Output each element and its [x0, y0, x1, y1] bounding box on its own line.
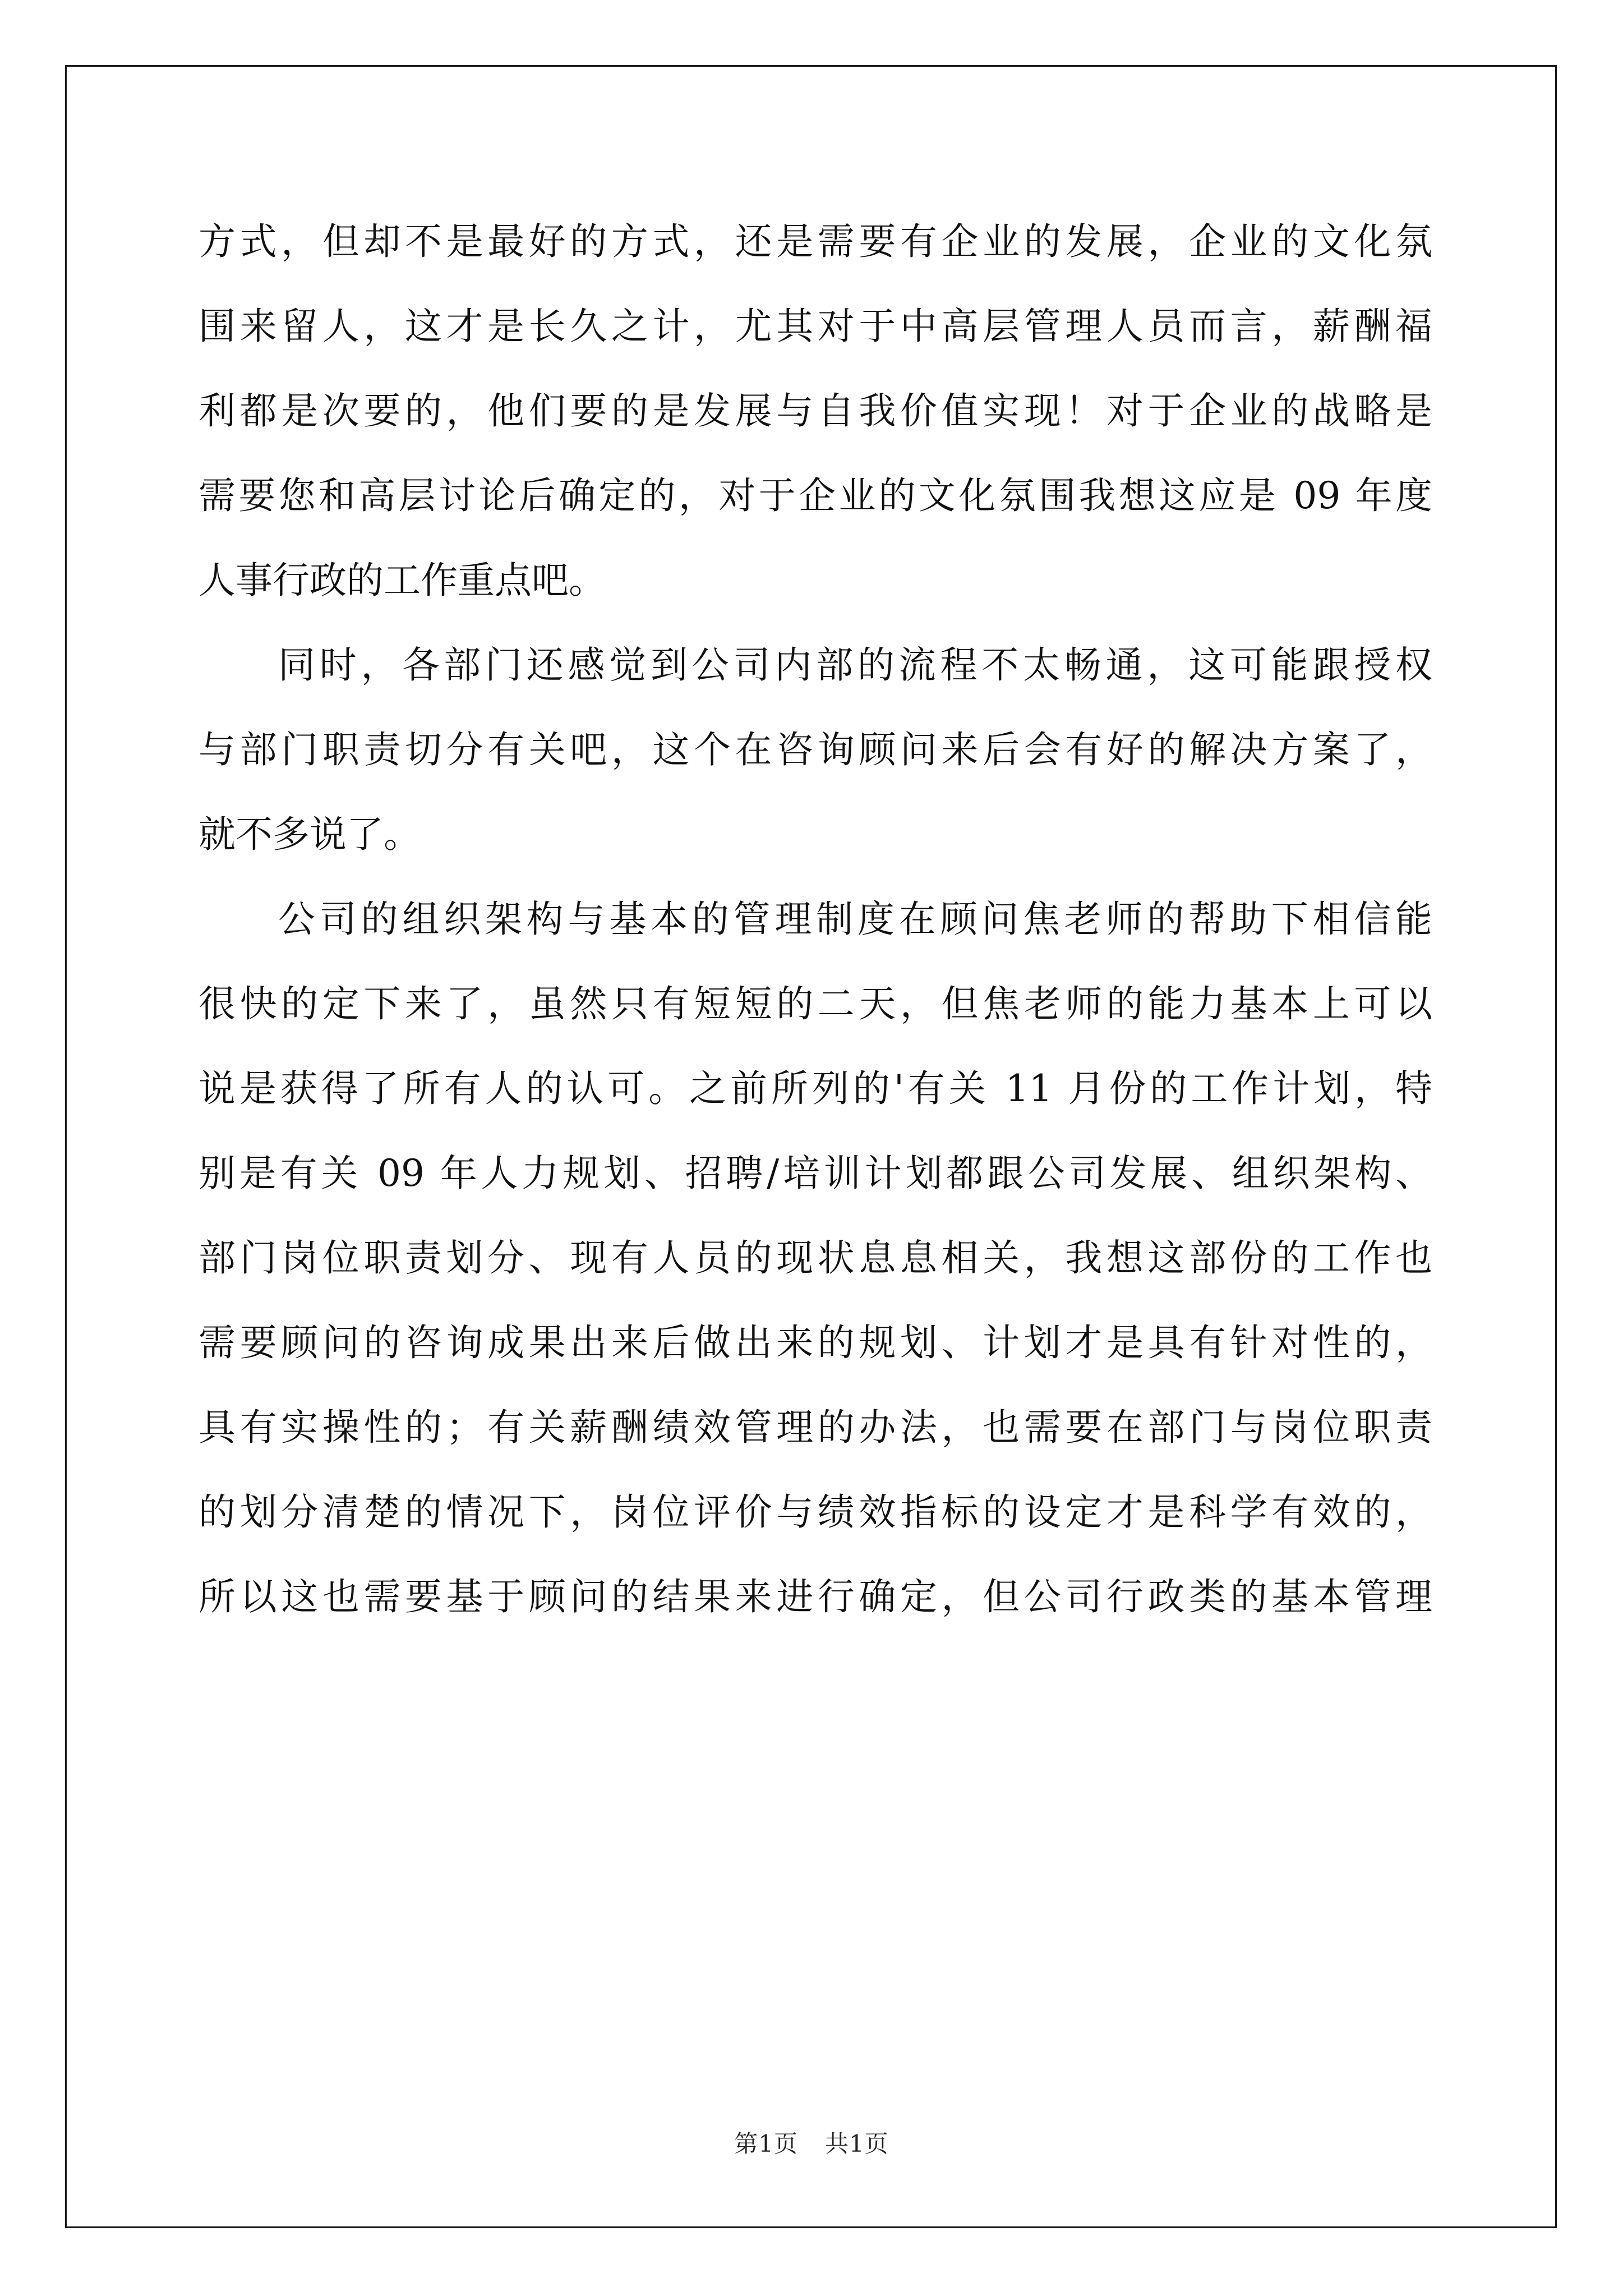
paragraph-1 — [199, 199, 1432, 623]
text-line: 具有实操性的；有关薪酬绩效管理的办法，也需要在部门与岗位职责 — [199, 1406, 1432, 1449]
text-line: 公司的组织架构与基本的管理制度在顾问焦老师的帮助下相信能 — [278, 898, 1432, 941]
page-number-total: 共1页 — [825, 2130, 889, 2157]
text-line: 就不多说了。 — [199, 813, 421, 856]
text-line: 部门岗位职责划分、现有人员的现状息息相关，我想这部份的工作也 — [199, 1236, 1432, 1280]
text-line: 需要您和高层讨论后确定的，对于企业的文化氛围我想这应是 09 年度 — [199, 474, 1432, 517]
text-line: 人事行政的工作重点吧。 — [199, 559, 606, 602]
paragraph-2 — [199, 623, 1432, 877]
text-line: 别是有关 09 年人力规划、招聘/培训计划都跟公司发展、组织架构、 — [199, 1152, 1432, 1195]
text-line: 所以这也需要基于顾问的结果来进行确定，但公司行政类的基本管理 — [199, 1575, 1432, 1618]
text-line: 的划分清楚的情况下，岗位评价与绩效指标的设定才是科学有效的， — [199, 1490, 1432, 1534]
text-line: 与部门职责切分有关吧，这个在咨询顾问来后会有好的解决方案了， — [199, 728, 1432, 771]
page-number-current: 第1页 — [734, 2130, 798, 2157]
text-line: 方式，但却不是最好的方式，还是需要有企业的发展，企业的文化氛 — [199, 220, 1432, 263]
text-line: 利都是次要的，他们要的是发展与自我价值实现！对于企业的战略是 — [199, 389, 1432, 432]
paragraph-3 — [199, 877, 1432, 1639]
text-line: 围来留人，这才是长久之计，尤其对于中高层管理人员而言，薪酬福 — [199, 305, 1432, 348]
page-footer — [0, 2127, 1623, 2161]
text-line: 同时，各部门还感觉到公司内部的流程不太畅通，这可能跟授权 — [278, 643, 1432, 687]
text-line: 需要顾问的咨询成果出来后做出来的规划、计划才是具有针对性的， — [199, 1321, 1432, 1364]
text-line: 很快的定下来了，虽然只有短短的二天，但焦老师的能力基本上可以 — [199, 982, 1432, 1025]
document-body — [199, 199, 1432, 1639]
text-line: 说是获得了所有人的认可。之前所列的'有关 11 月份的工作计划，特 — [199, 1067, 1432, 1110]
